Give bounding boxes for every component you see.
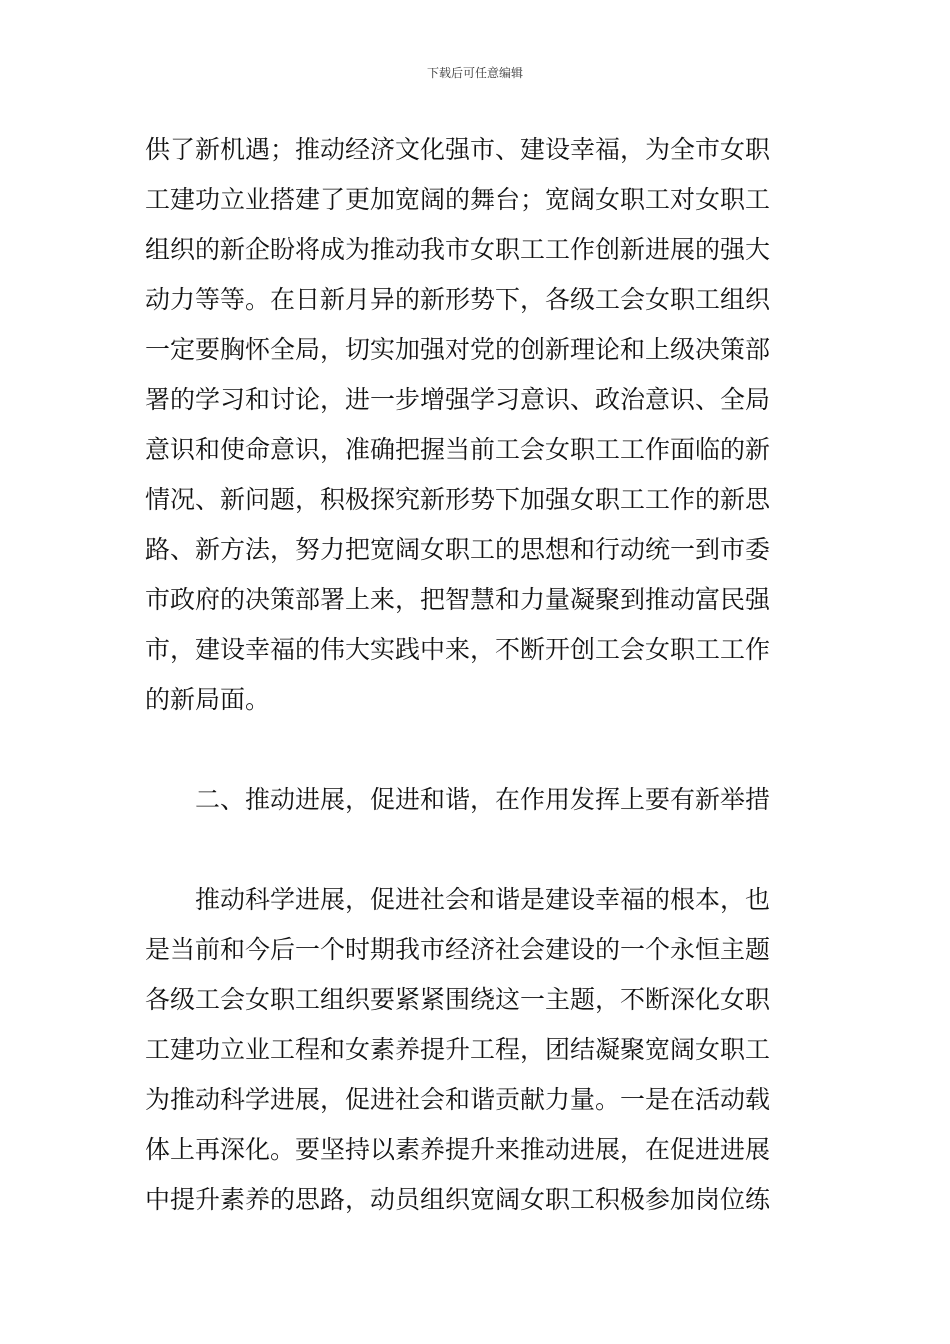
text-line: 为推动科学进展，促进社会和谐贡献力量。一是在活动载 (145, 1085, 771, 1114)
text-line: 推动科学进展，促进社会和谐是建设幸福的根本，也 (195, 885, 771, 914)
text-line: 意识和使命意识，准确把握当前工会女职工工作面临的新 (145, 435, 771, 464)
text-line: 工建功立业搭建了更加宽阔的舞台；宽阔女职工对女职工 (145, 185, 771, 214)
text-line: 工建功立业工程和女素养提升工程，团结凝聚宽阔女职工 (145, 1035, 771, 1064)
text-line: 供了新机遇；推动经济文化强市、建设幸福，为全市女职 (145, 135, 771, 164)
text-line: 署的学习和讨论，进一步增强学习意识、政治意识、全局 (145, 385, 771, 414)
text-line: 动力等等。在日新月异的新形势下，各级工会女职工组织 (145, 285, 771, 314)
text-line: 中提升素养的思路，动员组织宽阔女职工积极参加岗位练 (145, 1185, 771, 1214)
text-line: 一定要胸怀全局，切实加强对党的创新理论和上级决策部 (145, 335, 771, 364)
text-line: 体上再深化。要坚持以素养提升来推动进展，在促进进展 (145, 1135, 771, 1164)
text-line: 各级工会女职工组织要紧紧围绕这一主题，不断深化女职 (145, 985, 771, 1014)
section-heading: 二、推动进展，促进和谐，在作用发挥上要有新举措 (195, 785, 771, 814)
text-line: 组织的新企盼将成为推动我市女职工工作创新进展的强大 (145, 235, 771, 264)
text-line: 情况、新问题，积极探究新形势下加强女职工工作的新思 (145, 485, 771, 514)
text-line: 市，建设幸福的伟大实践中来，不断开创工会女职工工作 (145, 635, 771, 664)
text-line: 市政府的决策部署上来，把智慧和力量凝聚到推动富民强 (145, 585, 771, 614)
text-line: 的新局面。 (145, 685, 271, 714)
text-line: 路、新方法，努力把宽阔女职工的思想和行动统一到市委 (145, 535, 771, 564)
page-header: 下载后可任意编辑 (426, 66, 523, 80)
text-line: 是当前和今后一个时期我市经济社会建设的一个永恒主题 (145, 935, 771, 964)
